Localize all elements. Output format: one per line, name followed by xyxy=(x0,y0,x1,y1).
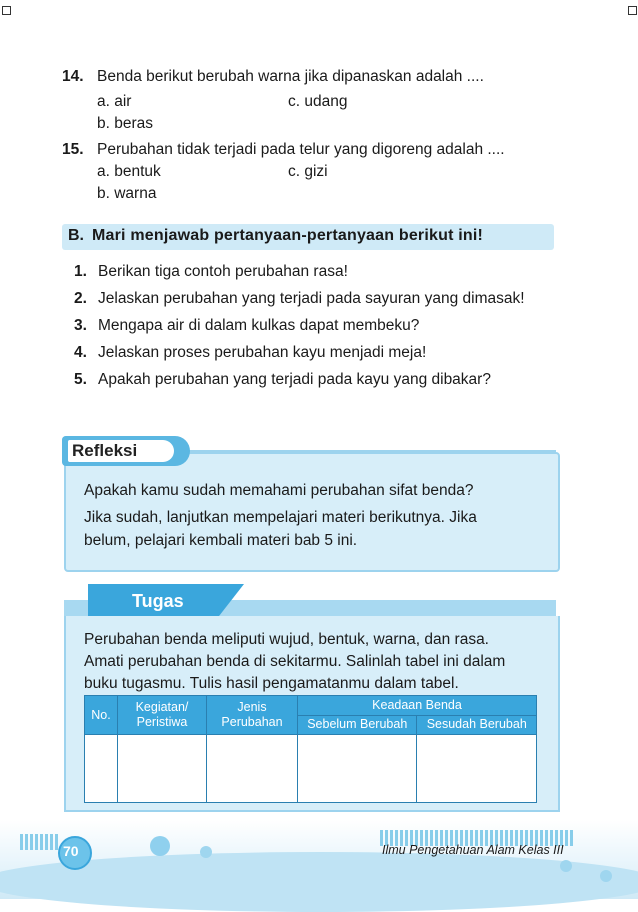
question-15 xyxy=(62,140,84,160)
item-text: Jelaskan perubahan yang terjadi pada sayuran yang dimasak! xyxy=(98,290,525,307)
col-kegiatan: Kegiatan/ Peristiwa xyxy=(118,696,207,735)
col-jenis: Jenis Perubahan xyxy=(207,696,298,735)
col-sesudah: Sesudah Berubah xyxy=(417,715,537,735)
question-number: 15. xyxy=(62,141,84,158)
flower-icon xyxy=(200,846,212,858)
option-a: a. bentuk xyxy=(97,163,161,180)
section-title: Mari menjawab pertanyaan-pertanyaan berikut ini! xyxy=(92,227,484,244)
flower-icon xyxy=(150,836,170,856)
item-number: 3. xyxy=(74,317,87,334)
col-sebelum: Sebelum Berubah xyxy=(298,715,417,735)
footer-wave xyxy=(0,852,638,912)
section-b-header xyxy=(62,224,554,250)
option-c: c. udang xyxy=(288,93,348,110)
refleksi-line: Apakah kamu sudah memahami perubahan sifat benda? xyxy=(84,482,474,499)
tugas-line: Amati perubahan benda di sekitarmu. Salinlah tabel ini dalam xyxy=(84,653,506,670)
question-text: Perubahan tidak terjadi pada telur yang digoreng adalah .... xyxy=(97,141,505,158)
col-keadaan: Keadaan Benda xyxy=(298,696,537,716)
option-b: b. beras xyxy=(97,115,154,132)
question-number: 14. xyxy=(62,68,84,85)
item-number: 5. xyxy=(74,371,87,388)
fence-decoration-left xyxy=(20,834,60,850)
refleksi-top-line xyxy=(180,450,556,452)
refleksi-title: Refleksi xyxy=(72,441,138,460)
refleksi-line: Jika sudah, lanjutkan mempelajari materi berikutnya. Jika xyxy=(84,509,477,526)
list-item xyxy=(74,343,426,363)
list-item xyxy=(74,316,419,336)
table-row xyxy=(85,735,537,803)
item-text: Mengapa air di dalam kulkas dapat membeku? xyxy=(98,317,420,334)
tugas-title: Tugas xyxy=(132,591,184,611)
table-cell xyxy=(85,735,118,803)
table-cell xyxy=(298,735,417,803)
question-text: Benda berikut berubah warna jika dipanaskan adalah .... xyxy=(97,68,484,85)
option-b: b. warna xyxy=(97,185,157,202)
table-cell xyxy=(417,735,537,803)
flower-icon xyxy=(560,860,572,872)
item-text: Berikan tiga contoh perubahan rasa! xyxy=(98,263,348,280)
book-title: Ilmu Pengetahuan Alam Kelas III xyxy=(382,843,564,857)
item-number: 2. xyxy=(74,290,87,307)
option-c: c. gizi xyxy=(288,163,328,180)
page-number: 70 xyxy=(63,843,79,859)
item-text: Apakah perubahan yang terjadi pada kayu yang dibakar? xyxy=(98,371,491,388)
table-cell xyxy=(118,735,207,803)
crop-mark-top-right xyxy=(628,6,637,15)
flower-icon xyxy=(600,870,612,882)
list-item xyxy=(74,370,491,390)
item-number: 1. xyxy=(74,263,87,280)
list-item xyxy=(74,289,525,309)
tugas-line: Perubahan benda meliputi wujud, bentuk, warna, dan rasa. xyxy=(84,631,489,648)
table-cell xyxy=(207,735,298,803)
item-text: Jelaskan proses perubahan kayu menjadi meja! xyxy=(98,344,427,361)
col-no: No. xyxy=(85,696,118,735)
item-number: 4. xyxy=(74,344,87,361)
refleksi-line: belum, pelajari kembali materi bab 5 ini. xyxy=(84,532,358,549)
table-header-row xyxy=(85,696,537,716)
tugas-line: buku tugasmu. Tulis hasil pengamatanmu dalam tabel. xyxy=(84,675,459,692)
observation-table xyxy=(84,695,537,803)
question-14 xyxy=(62,67,84,87)
option-a: a. air xyxy=(97,93,132,110)
section-label: B. xyxy=(68,227,84,244)
crop-mark-top-left xyxy=(2,6,11,15)
list-item xyxy=(74,262,348,282)
